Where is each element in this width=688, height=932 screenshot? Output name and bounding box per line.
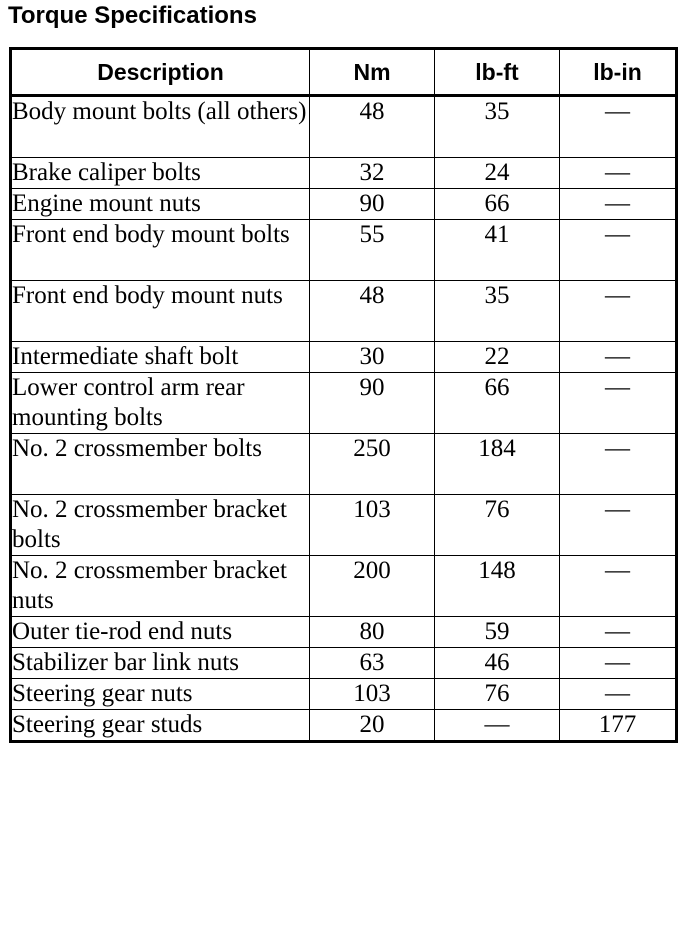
cell-nm: 103 — [310, 679, 435, 710]
cell-description: Brake caliper bolts — [11, 158, 310, 189]
cell-nm: 90 — [310, 373, 435, 434]
page-title: Torque Specifications — [8, 2, 257, 29]
cell-description: Front end body mount nuts — [11, 281, 310, 342]
cell-nm: 48 — [310, 281, 435, 342]
cell-lbin: 177 — [560, 710, 677, 742]
cell-lbin: — — [560, 556, 677, 617]
cell-description: Front end body mount bolts — [11, 220, 310, 281]
cell-nm: 90 — [310, 189, 435, 220]
header-lbin: lb-in — [560, 49, 677, 96]
header-lbft: lb-ft — [435, 49, 560, 96]
cell-nm: 32 — [310, 158, 435, 189]
cell-lbin: — — [560, 434, 677, 495]
table-row — [11, 648, 677, 679]
table-row — [11, 556, 677, 617]
torque-spec-table — [9, 47, 678, 743]
cell-lbft: 41 — [435, 220, 560, 281]
table-row — [11, 158, 677, 189]
table-row — [11, 189, 677, 220]
cell-lbin: — — [560, 158, 677, 189]
cell-lbft: 184 — [435, 434, 560, 495]
cell-nm: 48 — [310, 96, 435, 158]
table-row — [11, 495, 677, 556]
cell-description: Lower control arm rear mounting bolts — [11, 373, 310, 434]
cell-description: Engine mount nuts — [11, 189, 310, 220]
cell-lbin: — — [560, 96, 677, 158]
cell-lbin: — — [560, 617, 677, 648]
cell-description: Body mount bolts (all others) — [11, 96, 310, 158]
header-description: Description — [11, 49, 310, 96]
table-row — [11, 679, 677, 710]
cell-nm: 30 — [310, 342, 435, 373]
cell-description: No. 2 crossmember bracket nuts — [11, 556, 310, 617]
cell-nm: 250 — [310, 434, 435, 495]
cell-description: Steering gear nuts — [11, 679, 310, 710]
table-row — [11, 281, 677, 342]
cell-lbin: — — [560, 342, 677, 373]
cell-description: Outer tie-rod end nuts — [11, 617, 310, 648]
cell-lbin: — — [560, 648, 677, 679]
cell-lbft: 66 — [435, 373, 560, 434]
cell-lbft: 59 — [435, 617, 560, 648]
cell-lbft: 76 — [435, 679, 560, 710]
cell-lbft: 76 — [435, 495, 560, 556]
cell-nm: 63 — [310, 648, 435, 679]
cell-lbin: — — [560, 373, 677, 434]
cell-nm: 200 — [310, 556, 435, 617]
table-row — [11, 617, 677, 648]
table-row — [11, 434, 677, 495]
cell-description: No. 2 crossmember bracket bolts — [11, 495, 310, 556]
cell-lbft: 148 — [435, 556, 560, 617]
cell-lbft: — — [435, 710, 560, 742]
cell-nm: 55 — [310, 220, 435, 281]
cell-nm: 103 — [310, 495, 435, 556]
cell-lbin: — — [560, 281, 677, 342]
table-row — [11, 96, 677, 158]
cell-lbin: — — [560, 220, 677, 281]
cell-lbft: 24 — [435, 158, 560, 189]
header-nm: Nm — [310, 49, 435, 96]
cell-description: Stabilizer bar link nuts — [11, 648, 310, 679]
cell-lbft: 46 — [435, 648, 560, 679]
cell-lbin: — — [560, 679, 677, 710]
cell-lbft: 22 — [435, 342, 560, 373]
cell-lbft: 66 — [435, 189, 560, 220]
table-row — [11, 710, 677, 742]
cell-nm: 20 — [310, 710, 435, 742]
cell-lbft: 35 — [435, 96, 560, 158]
cell-description: No. 2 crossmember bolts — [11, 434, 310, 495]
cell-description: Intermediate shaft bolt — [11, 342, 310, 373]
table-row — [11, 342, 677, 373]
table-row — [11, 373, 677, 434]
table-header-row — [11, 49, 677, 96]
cell-nm: 80 — [310, 617, 435, 648]
cell-lbft: 35 — [435, 281, 560, 342]
cell-lbin: — — [560, 495, 677, 556]
cell-lbin: — — [560, 189, 677, 220]
table-row — [11, 220, 677, 281]
cell-description: Steering gear studs — [11, 710, 310, 742]
